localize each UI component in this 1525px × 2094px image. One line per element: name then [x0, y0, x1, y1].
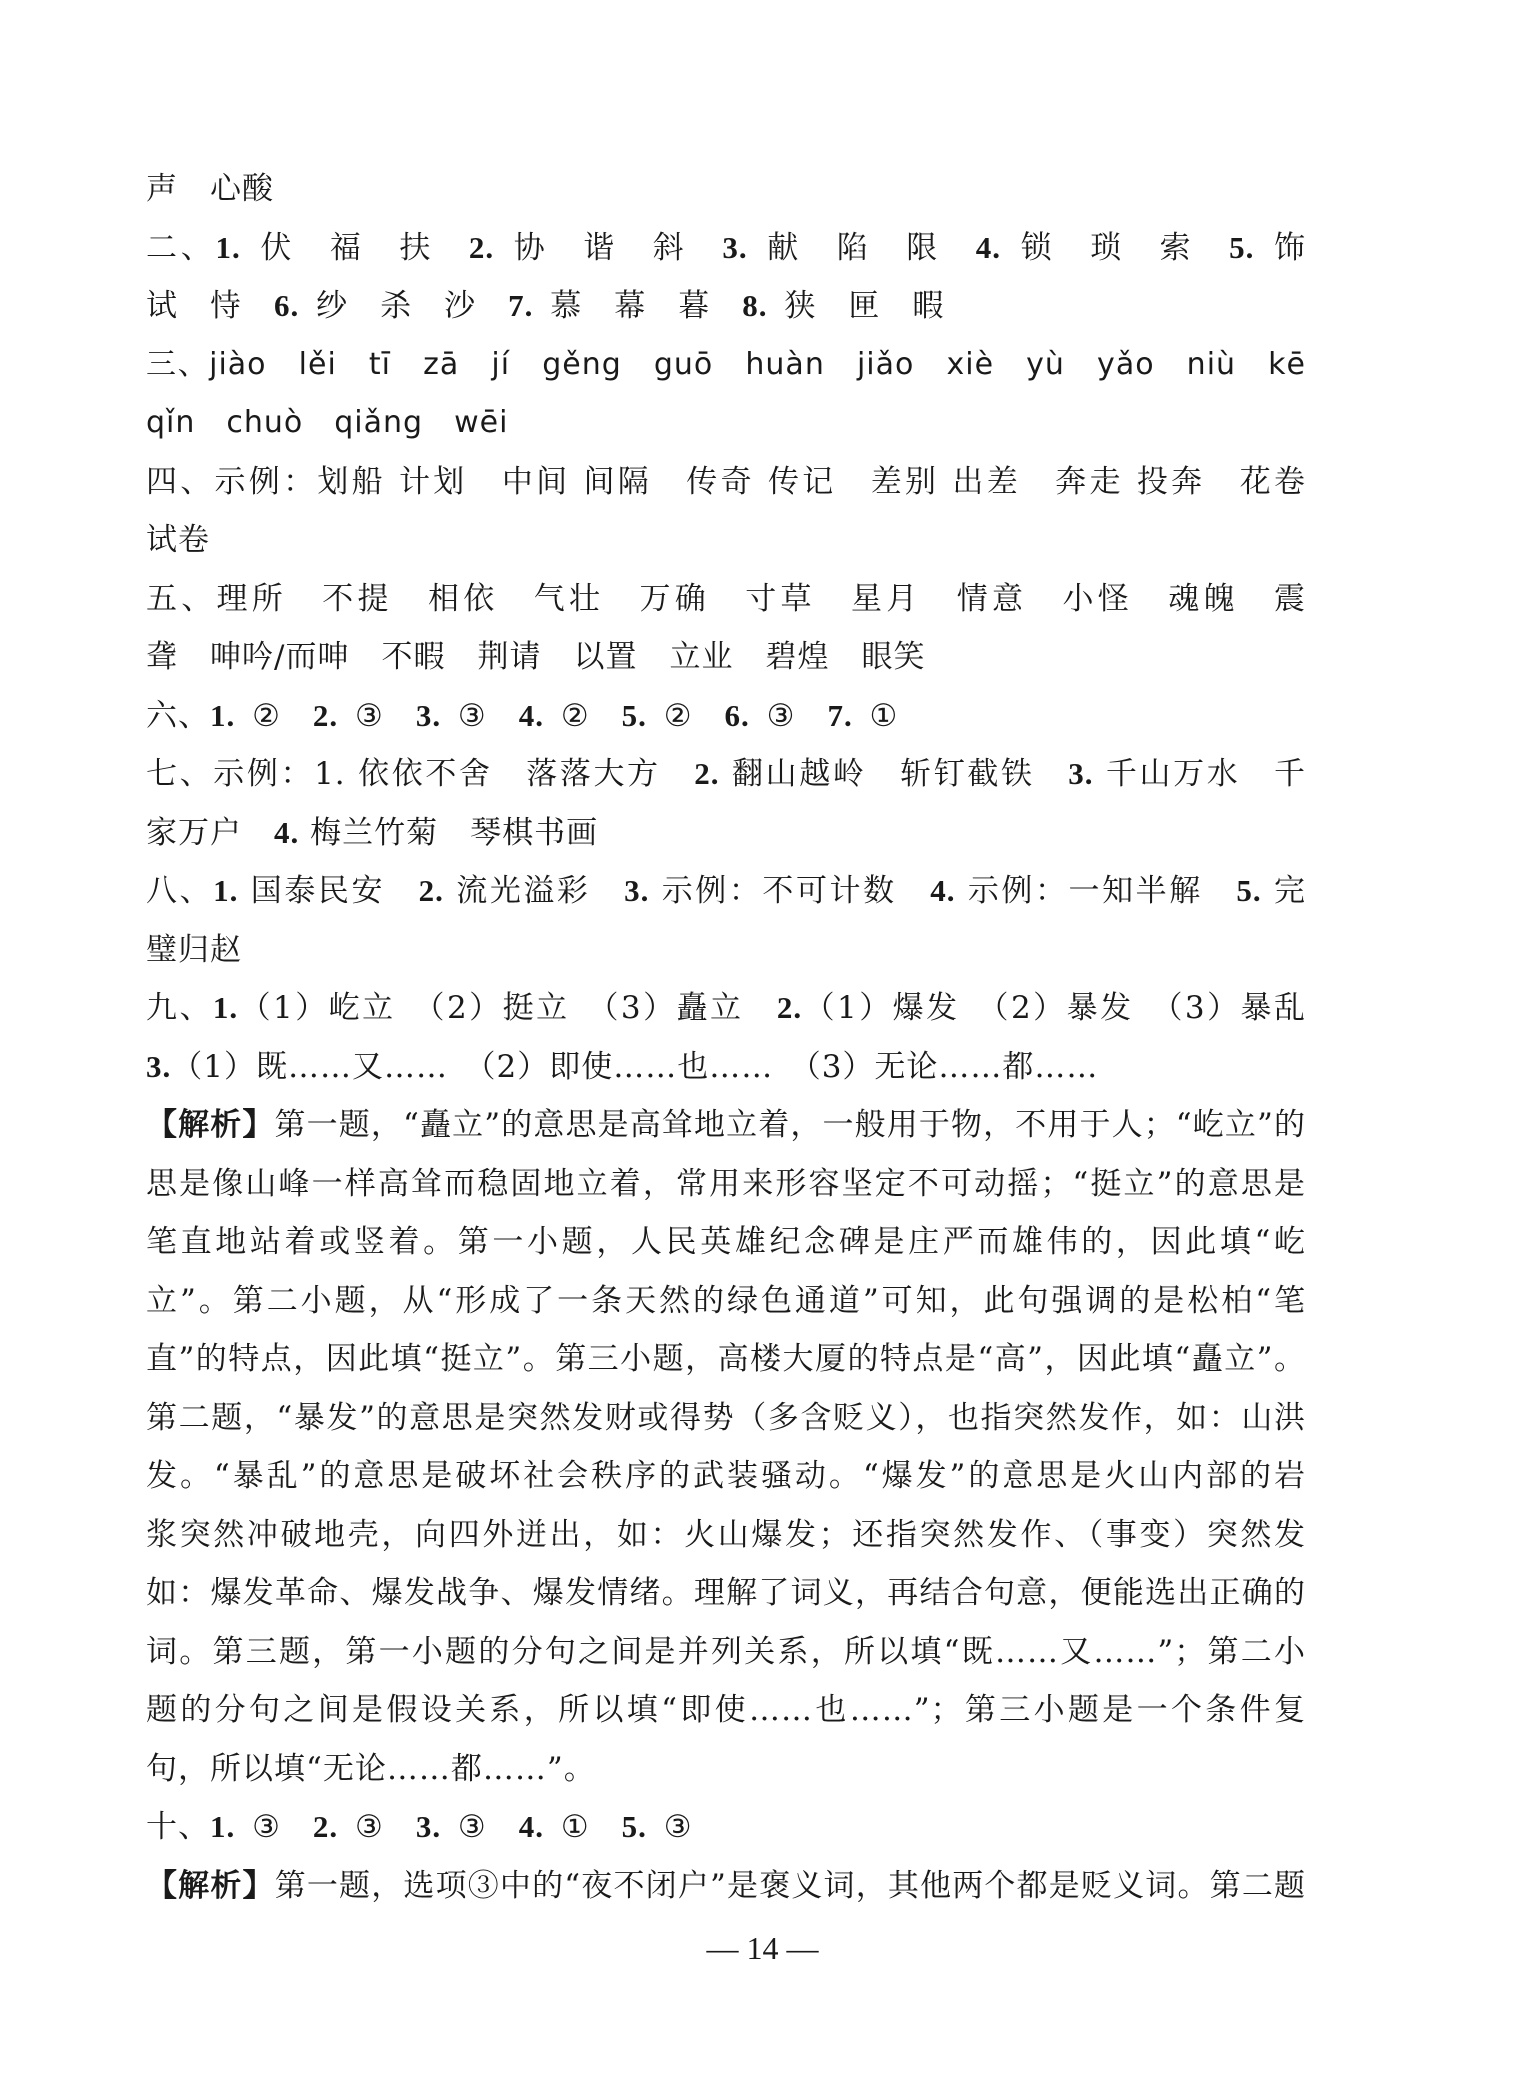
text-line: 三、jiào lěi tī zā jí gěng guō huàn jiǎo xiè yù yǎo niù kē [146, 346, 1306, 382]
text-line: 家万户 4. 梅兰竹菊 琴棋书画 [146, 814, 599, 851]
analysis-line: 句，所以填“无论……都……”。 [146, 1750, 596, 1787]
text-line: 声 心酸 [146, 171, 274, 207]
text-line: 六、1. ② 2. ③ 3. ③ 4. ② 5. ② 6. ③ 7. ① [146, 697, 899, 734]
analysis-line: 【解析】第一题，选项③中的“夜不闭户”是褒义词，其他两个都是贬义词。第二题 [146, 1867, 1306, 1904]
text-line: qǐn chuò qiǎng wēi [146, 405, 509, 440]
text-line: 3.（1）既……又…… （2）即使……也…… （3）无论……都…… [146, 1048, 1099, 1085]
analysis-line: 【解析】第一题，“矗立”的意思是高耸地立着，一般用于物，不用于人；“屹立”的 [146, 1107, 1306, 1143]
analysis-line: 笔直地站着或竖着。第一小题，人民英雄纪念碑是庄严而雄伟的，因此填“屹 [146, 1224, 1306, 1260]
text-line: 五、理所 不提 相依 气壮 万确 寸草 星月 情意 小怪 魂魄 震 [146, 580, 1306, 617]
analysis-line: 立”。第二小题，从“形成了一条天然的绿色通道”可知，此句强调的是松柏“笔 [146, 1282, 1306, 1319]
text-line: 十、1. ③ 2. ③ 3. ③ 4. ① 5. ③ [146, 1809, 693, 1845]
analysis-line: 直”的特点，因此填“挺立”。第三小题，高楼大厦的特点是“高”，因此填“矗立”。 [146, 1341, 1306, 1377]
analysis-line: 发。“暴乱”的意思是破坏社会秩序的武装骚动。“爆发”的意思是火山内部的岩 [146, 1458, 1306, 1494]
text-line: 二、1. 伏 福 扶 2. 协 谐 斜 3. 献 陷 限 4. 锁 琐 索 5. 饰 [146, 229, 1306, 266]
text-line: 九、1.（1）屹立 （2）挺立 （3）矗立 2.（1）爆发 （2）暴发 （3）暴乱 [146, 990, 1306, 1026]
analysis-line: 思是像山峰一样高耸而稳固地立着，常用来形容坚定不可动摇；“挺立”的意思是 [146, 1165, 1306, 1202]
page-number: — 14 — [706, 1930, 819, 1966]
analysis-line: 第二题，“暴发”的意思是突然发财或得势（多含贬义），也指突然发作，如：山洪 [146, 1399, 1306, 1436]
analysis-line: 浆突然冲破地壳，向四外迸出，如：火山爆发；还指突然发作、（事变）突然发 [146, 1516, 1306, 1553]
analysis-line: 如：爆发革命、爆发战争、爆发情绪。理解了词义，再结合句意，便能选出正确的 [146, 1575, 1306, 1611]
answer-text [146, 160, 1306, 1915]
text-line: 八、1. 国泰民安 2. 流光溢彩 3. 示例：不可计数 4. 示例：一知半解 5. 完 [146, 873, 1306, 909]
text-line: 七、示例：1. 依依不舍 落落大方 2. 翻山越岭 斩钉截铁 3. 千山万水 千 [146, 756, 1306, 792]
text-line: 四、示例：划船 计划 中间 间隔 传奇 传记 差别 出差 奔走 投奔 花卷 [146, 463, 1306, 500]
text-line: 璧归赵 [146, 931, 242, 968]
text-line: 聋 呻吟/而呻 不暇 荆请 以置 立业 碧煌 眼笑 [146, 639, 926, 675]
analysis-line: 题的分句之间是假设关系，所以填“即使……也……”；第三小题是一个条件复 [146, 1692, 1306, 1728]
analysis-line: 词。第三题，第一小题的分句之间是并列关系，所以填“既……又……”；第二小 [146, 1633, 1306, 1670]
text-line: 试 恃 6. 纱 杀 沙 7. 慕 幕 暮 8. 狭 匣 暇 [146, 288, 945, 324]
text-line: 试卷 [146, 522, 210, 558]
